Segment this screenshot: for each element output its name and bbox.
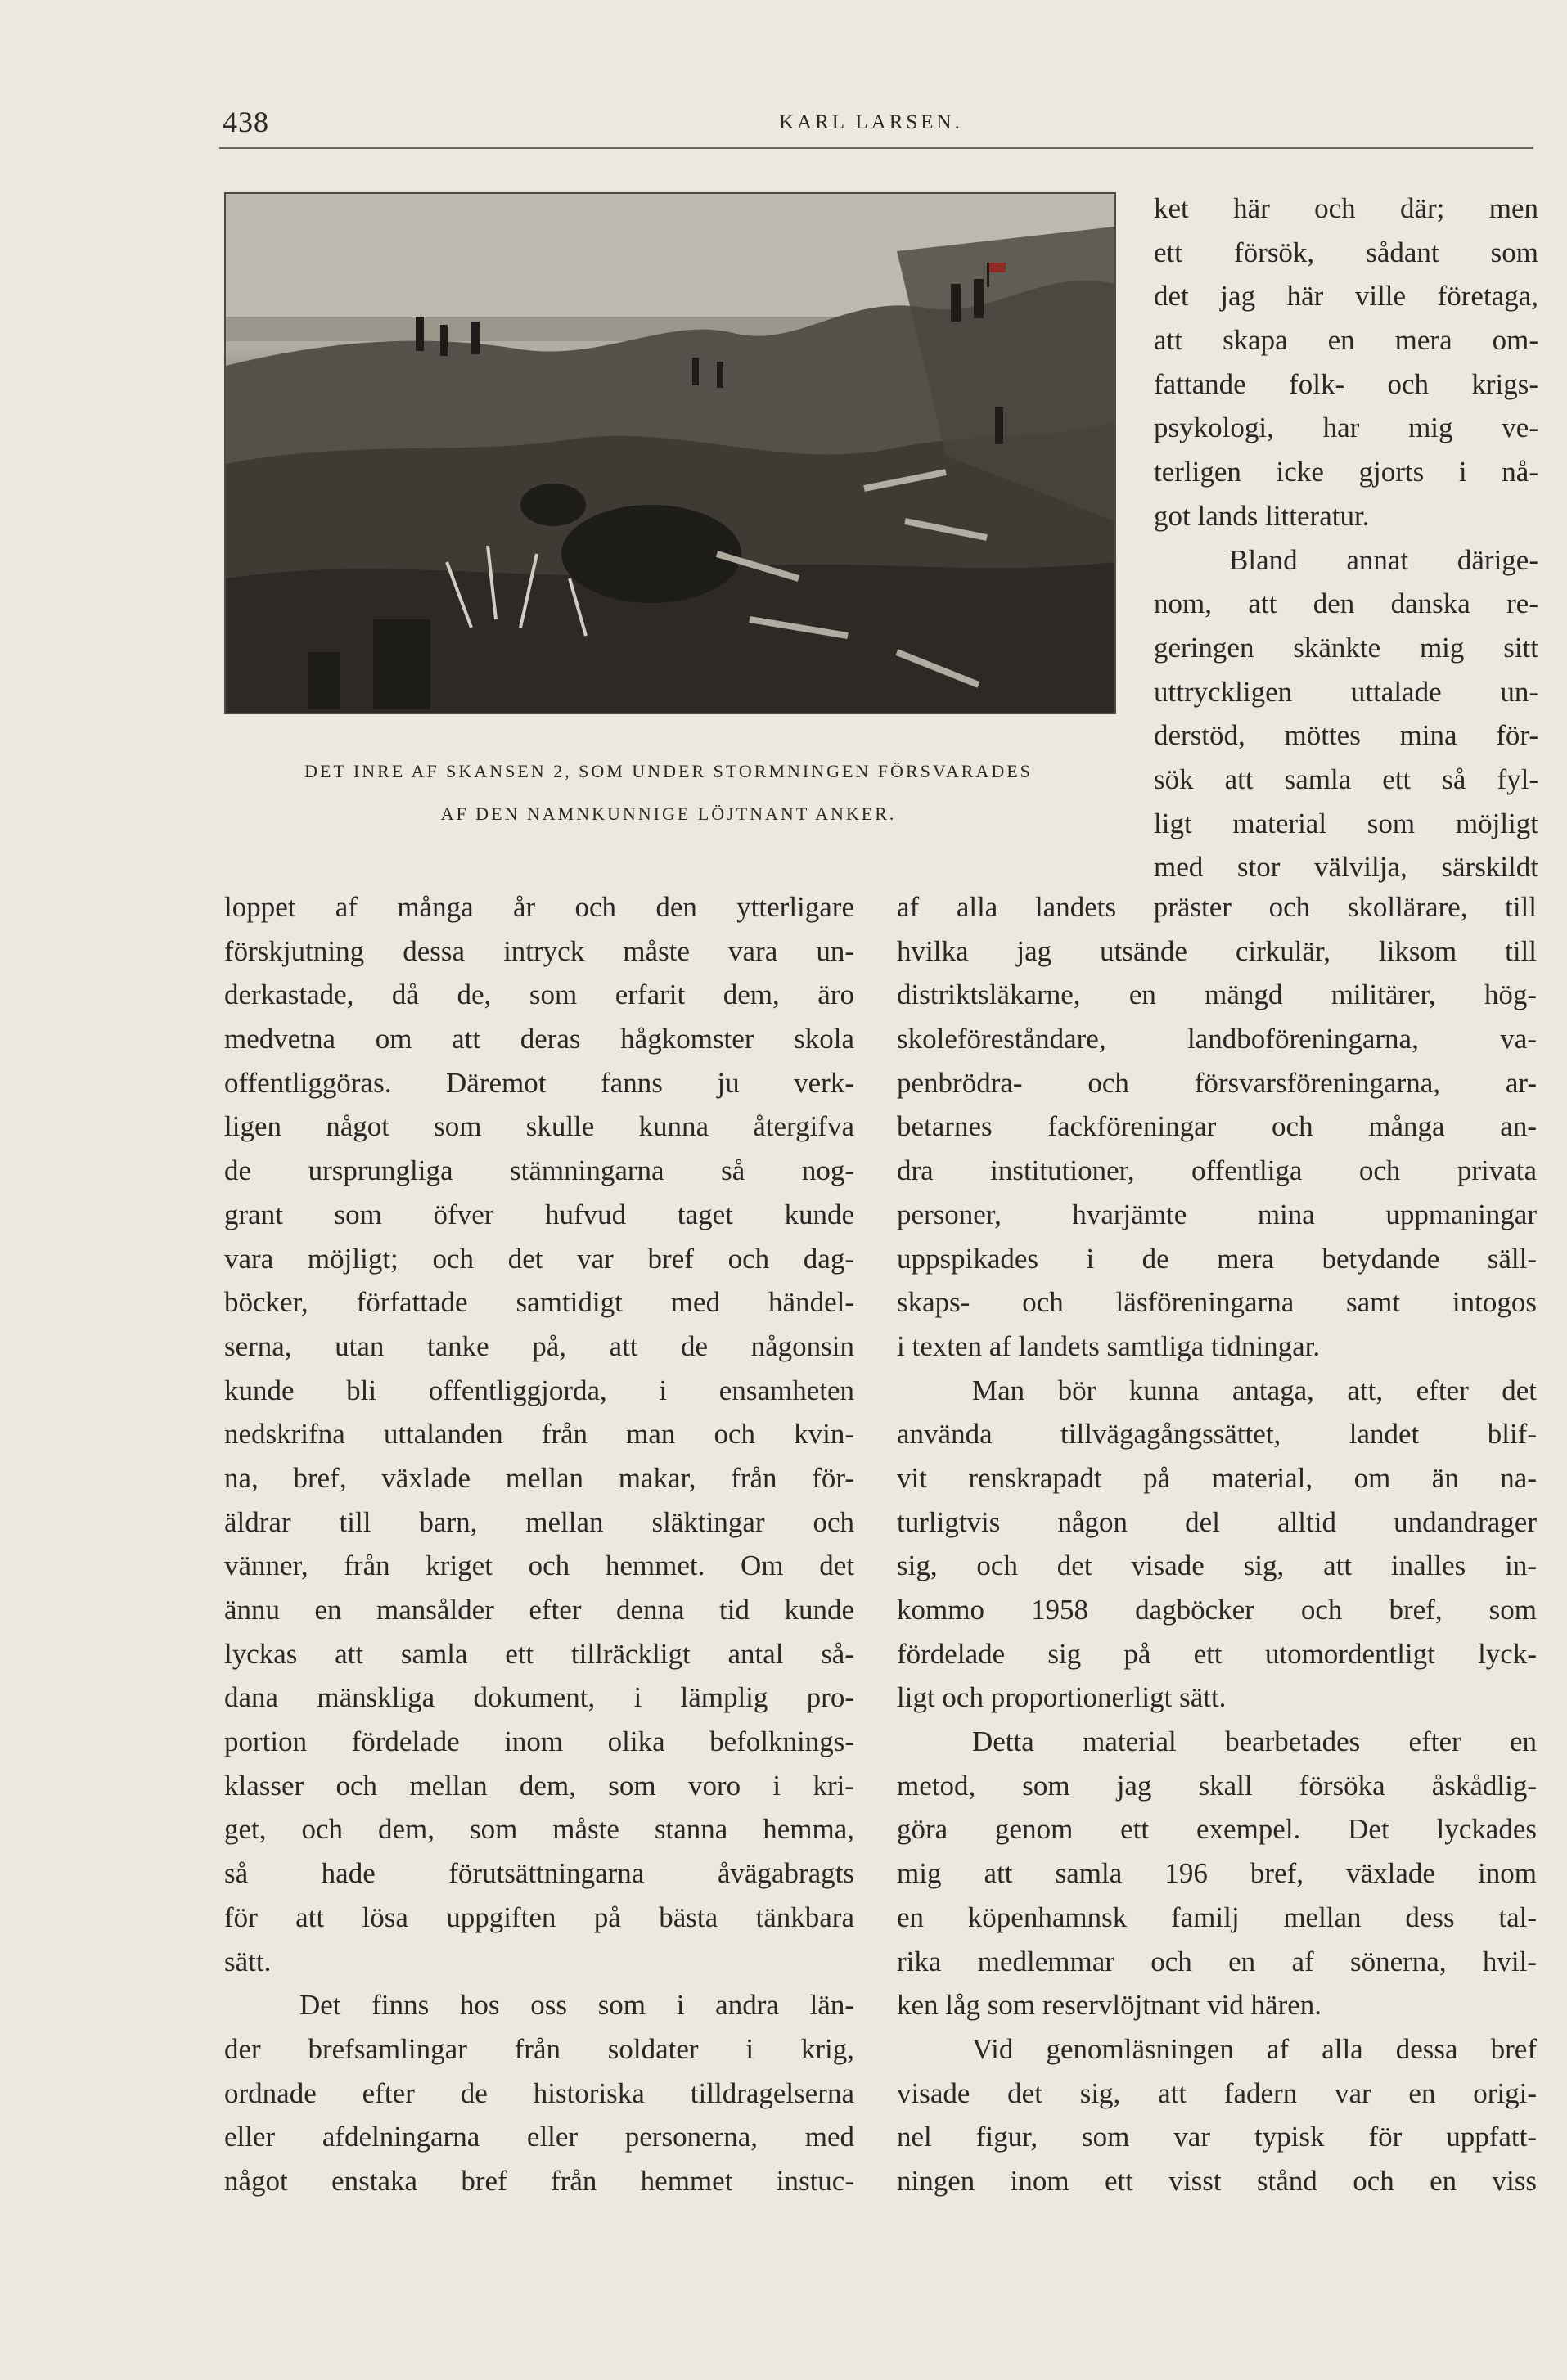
text-line: grant som öfver hufvud taget kunde [224, 1198, 854, 1230]
text-line: penbrödra- och försvarsföreningarna, ar- [897, 1066, 1537, 1099]
text-line: af alla landets präster och skollärare, till [897, 891, 1537, 923]
text-line: göra genom ett exempel. Det lyckades [897, 1813, 1537, 1846]
text-line: ännu en mansålder efter denna tid kunde [224, 1594, 854, 1626]
text-line: kommo 1958 dagböcker och bref, som [897, 1594, 1537, 1626]
text-line: uppspikades i de mera betydande säll- [897, 1242, 1537, 1275]
text-line: vit renskrapadt på material, om än na- [897, 1461, 1537, 1494]
text-line: ligen något som skulle kunna återgifva [224, 1110, 854, 1143]
text-line: distriktsläkarne, en mängd militärer, hög- [897, 979, 1537, 1011]
page-number: 438 [223, 106, 269, 138]
page-header [223, 105, 1532, 146]
text-line: turligtvis någon del alltid undandrager [897, 1505, 1537, 1538]
text-line: metod, som jag skall försöka åskådlig- [897, 1769, 1537, 1802]
text-line: dana mänskliga dokument, i lämplig pro- [224, 1681, 854, 1714]
text-line: använda tillvägagångssättet, landet blif- [897, 1418, 1537, 1451]
text-line: ett försök, sådant som [1154, 236, 1538, 268]
text-line: sätt. [224, 1945, 272, 1977]
text-line: portion fördelade inom olika befolknings- [224, 1725, 854, 1758]
text-line: derstöd, möttes mina för- [1154, 719, 1538, 752]
text-line: ligt material som möjligt [1154, 807, 1538, 839]
text-line: skoleföreståndare, landboföreningarna, va- [897, 1023, 1537, 1055]
text-line: rika medlemmar och en af sönerna, hvil- [897, 1945, 1537, 1977]
text-line: med stor välvilja, särskildt [1154, 851, 1538, 884]
text-line: fattande folk- och krigs- [1154, 367, 1538, 400]
right-column-top [1154, 187, 1538, 889]
text-line: vara möjligt; och det var bref och dag- [224, 1242, 854, 1275]
text-line: uttryckligen uttalade un- [1154, 675, 1538, 708]
text-line: geringen skänkte mig sitt [1154, 631, 1538, 664]
text-line: derkastade, då de, som erfarit dem, äro [224, 979, 854, 1011]
text-line: de ursprungliga stämningarna så nog- [224, 1154, 854, 1187]
figure-caption-line-1: DET INRE AF SKANSEN 2, SOM UNDER STORMNINGEN FÖRSVARADES [304, 761, 1033, 781]
text-line: en köpenhamnsk familj mellan dess tal- [897, 1901, 1537, 1933]
text-line: ken låg som reservlöjtnant vid hären. [897, 1989, 1322, 2022]
text-line: skaps- och läsföreningarna samt intogos [897, 1286, 1537, 1319]
text-line: get, och dem, som måste stanna hemma, [224, 1813, 854, 1846]
text-line: Man bör kunna antaga, att, efter det [972, 1374, 1537, 1406]
text-line: vänner, från kriget och hemmet. Om det [224, 1550, 854, 1582]
text-line: personer, hvarjämte mina uppmaningar [897, 1198, 1537, 1230]
text-line: kunde bli offentliggjorda, i ensamheten [224, 1374, 854, 1406]
text-line: böcker, författade samtidigt med händel- [224, 1286, 854, 1319]
text-line: mig att samla 196 bref, växlade inom [897, 1857, 1537, 1890]
text-line: i texten af landets samtliga tidningar. [897, 1329, 1321, 1362]
text-line: ordnade efter de historiska tilldragelserna [224, 2076, 854, 2109]
text-line: något enstaka bref från hemmet instuc- [224, 2164, 854, 2197]
text-line: Detta material bearbetades efter en [972, 1725, 1537, 1758]
text-line: betarnes fackföreningar och många an- [897, 1110, 1537, 1143]
text-line: offentliggöras. Däremot fanns ju verk- [224, 1066, 854, 1099]
text-line: loppet af många år och den ytterligare [224, 891, 854, 923]
text-line: psykologi, har mig ve- [1154, 412, 1538, 444]
text-line: terligen icke gjorts i nå- [1154, 456, 1538, 488]
figure-caption-line-2: AF DEN NAMNKUNNIGE LÖJTNANT ANKER. [440, 803, 897, 824]
left-column [224, 885, 854, 2203]
text-line: nom, att den danska re- [1154, 587, 1538, 620]
text-line: got lands litteratur. [1154, 499, 1370, 532]
text-line: att skapa en mera om- [1154, 324, 1538, 357]
text-line: för att lösa uppgiften på bästa tänkbara [224, 1901, 854, 1933]
text-line: sig, och det visade sig, att inalles in- [897, 1550, 1537, 1582]
text-line: så hade förutsättningarna åvägabragts [224, 1857, 854, 1890]
running-head: KARL LARSEN. [779, 111, 963, 133]
text-line: Vid genomläsningen af alla dessa bref [972, 2032, 1537, 2065]
text-line: der brefsamlingar från soldater i krig, [224, 2032, 854, 2065]
text-line: serna, utan tanke på, att de någonsin [224, 1329, 854, 1362]
text-line: nedskrifna uttalanden från man och kvin- [224, 1418, 854, 1451]
text-line: eller afdelningarna eller personerna, med [224, 2121, 854, 2153]
right-column-bottom [897, 885, 1537, 2203]
text-line: lyckas att samla ett tillräckligt antal så- [224, 1637, 854, 1670]
text-line: det jag här ville företaga, [1154, 280, 1538, 313]
text-line: klasser och mellan dem, som voro i kri- [224, 1769, 854, 1802]
text-line: nel figur, som var typisk för uppfatt- [897, 2121, 1537, 2153]
text-line: visade det sig, att fadern var en origi- [897, 2076, 1537, 2109]
text-line: Det finns hos oss som i andra län- [299, 1989, 854, 2022]
text-line: förskjutning dessa intryck måste vara un- [224, 934, 854, 967]
text-line: sök att samla ett så fyl- [1154, 763, 1538, 795]
text-line: ningen inom ett visst stånd och en viss [897, 2164, 1537, 2197]
text-line: hvilka jag utsände cirkulär, liksom till [897, 934, 1537, 967]
text-line: medvetna om att deras hågkomster skola [224, 1023, 854, 1055]
photo-illustration [226, 194, 1114, 713]
text-line: fördelade sig på ett utomordentligt lyck- [897, 1637, 1537, 1670]
text-line: ligt och proportionerligt sätt. [897, 1681, 1227, 1714]
header-rule [219, 147, 1533, 149]
text-line: äldrar till barn, mellan släktingar och [224, 1505, 854, 1538]
text-line: Bland annat därige- [1229, 543, 1538, 576]
photograph-fortification [224, 192, 1116, 714]
text-line: dra institutioner, offentliga och privata [897, 1154, 1537, 1187]
text-line: na, bref, växlade mellan makar, från för- [224, 1461, 854, 1494]
text-line: ket här och där; men [1154, 192, 1538, 224]
